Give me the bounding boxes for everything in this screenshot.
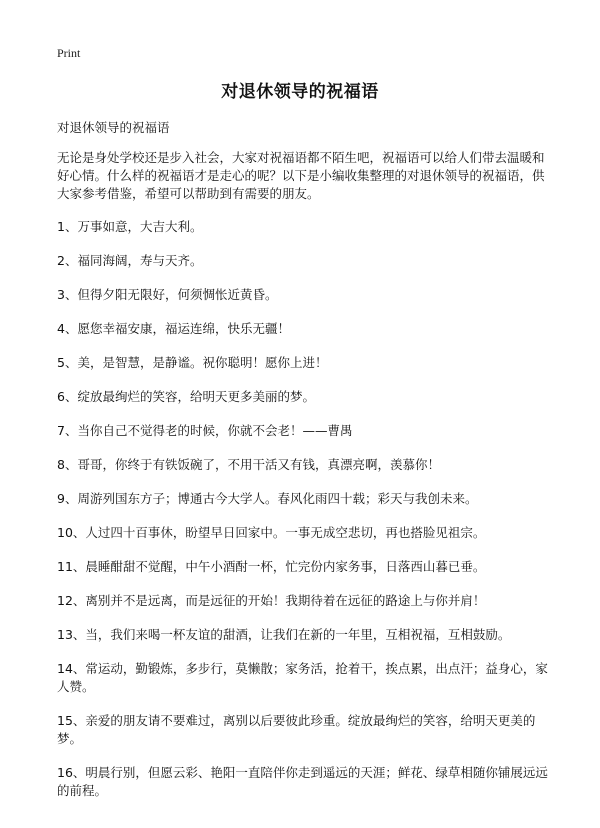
print-label: Print [57, 46, 81, 60]
list-item: 15、亲爱的朋友请不要难过，离别以后要彼此珍重。绽放最绚烂的笑容，给明天更美的梦。 [57, 713, 536, 746]
list-item: 12、离别并不是远离，而是远征的开始！我期待着在远征的路途上与你并肩！ [57, 593, 486, 608]
list-item: 8、哥哥，你终于有铁饭碗了，不用干活又有钱，真漂亮啊，羡慕你！ [57, 457, 440, 472]
list-item: 14、常运动，勤锻炼，多步行，莫懒散；家务活，抢着干，挨点累，出点汗；益身心，家人赞。 [57, 661, 548, 694]
blessing-list [57, 218, 555, 800]
intro-paragraph: 无论是身处学校还是步入社会，大家对祝福语都不陌生吧，祝福语可以给人们带去温暖和好心情。什么样的祝福语才是走心的呢？以下是小编收集整理的对退休领导的祝福语，供大家参考借鉴，希望可以帮助到有需要的朋友。 [57, 150, 545, 201]
list-item: 7、当你自己不觉得老的时候，你就不会老！——曹禺 [57, 423, 353, 438]
list-item: 4、愿您幸福安康，福运连绵，快乐无疆！ [57, 321, 290, 336]
document-body [57, 149, 555, 816]
list-item: 1、万事如意，大吉大利。 [57, 219, 203, 234]
list-item: 2、福同海阔，寿与天齐。 [57, 253, 203, 268]
list-item: 6、绽放最绚烂的笑容，给明天更多美丽的梦。 [57, 389, 315, 404]
list-item: 16、明晨行别，但愿云彩、艳阳一直陪伴你走到遥远的天涯；鲜花、绿草相随你铺展远远的前程。 [57, 765, 548, 798]
list-item: 10、人过四十百事休，盼望早日回家中。一事无成空悲切，再也搭脸见祖宗。 [57, 525, 486, 540]
list-item: 3、但得夕阳无限好，何须惆怅近黄昏。 [57, 287, 278, 302]
list-item: 5、美，是智慧，是静谧。祝你聪明！愿你上进！ [57, 355, 328, 370]
list-item: 11、晨睡酣甜不觉醒，中午小酒酎一杯，忙完份内家务事，日落西山暮已垂。 [57, 559, 486, 574]
document-title: 对退休领导的祝福语 [221, 82, 379, 102]
document-subtitle: 对退休领导的祝福语 [57, 120, 170, 135]
list-item: 13、当，我们来喝一杯友谊的甜酒，让我们在新的一年里，互相祝福，互相鼓励。 [57, 627, 511, 642]
list-item: 9、周游列国东方子；博通古今大学人。春风化雨四十载；彩天与我创未来。 [57, 491, 478, 506]
